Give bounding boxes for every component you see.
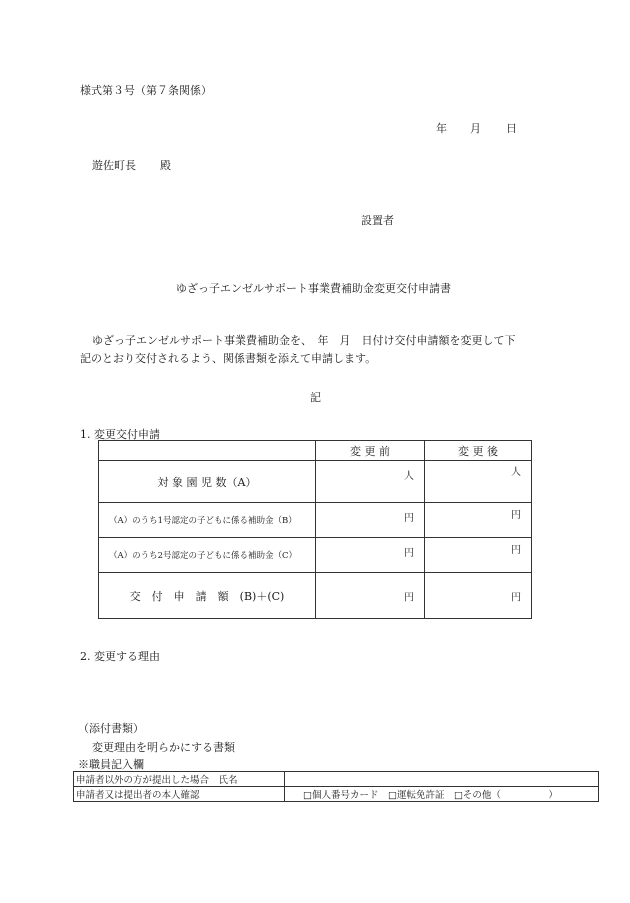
staff-row1-label xyxy=(74,772,285,787)
staff-note: ※職員記入欄 xyxy=(78,758,144,771)
table-row xyxy=(99,538,532,573)
form-number: 様式第３号（第７条関係） xyxy=(80,84,212,97)
staff-row1-value[interactable] xyxy=(285,772,599,787)
unit-before: 円 xyxy=(404,592,414,603)
value-before-cell[interactable] xyxy=(316,461,425,503)
unit-after: 円 xyxy=(511,545,521,556)
table-row xyxy=(99,503,532,538)
value-before-cell[interactable] xyxy=(316,503,425,538)
table-header-row xyxy=(99,441,532,461)
row-label-cell xyxy=(99,573,316,619)
staff-row2-value-text: □個人番号カード □運転免許証 □その他（ ） xyxy=(303,790,558,801)
staff-entry-table xyxy=(73,771,599,802)
value-after-cell[interactable] xyxy=(425,538,532,573)
body-line-2: 記のとおり交付されるよう、関係書類を添えて申請します。 xyxy=(80,352,377,365)
date-month-label: 月 xyxy=(470,122,481,135)
header-blank-cell xyxy=(99,441,316,461)
row-label: （A）のうち1号認定の子どもに係る補助金（B） xyxy=(109,516,297,526)
unit-after: 円 xyxy=(511,510,521,521)
attachments-heading: （添付書類） xyxy=(78,722,144,735)
value-before-cell[interactable] xyxy=(316,573,425,619)
row-label: （A）のうち2号認定の子どもに係る補助金（C） xyxy=(109,551,298,561)
unit-before: 円 xyxy=(404,513,414,524)
addressee-honorific: 殿 xyxy=(160,159,171,172)
table-row xyxy=(99,461,532,503)
unit-after: 人 xyxy=(511,467,521,478)
addressee-name: 遊佐町長 xyxy=(92,159,136,172)
staff-row1-label-text: 申請者以外の方が提出した場合 氏名 xyxy=(76,775,238,786)
document-title: ゆざっ子エンゼルサポート事業費補助金変更交付申請書 xyxy=(176,282,451,295)
section1-heading: 1. 変更交付申請 xyxy=(80,428,160,441)
staff-row2-label-text: 申請者又は提出者の本人確認 xyxy=(76,790,200,801)
date-year-label: 年 xyxy=(436,122,447,135)
unit-before: 円 xyxy=(404,548,414,559)
table-row xyxy=(74,772,599,787)
table-row xyxy=(99,573,532,619)
body-line-1: ゆざっ子エンゼルサポート事業費補助金を、 年 月 日付け交付申請額を変更して下 xyxy=(92,334,516,347)
row-label: 交 付 申 請 額 (B)＋(C) xyxy=(129,589,285,603)
unit-after: 円 xyxy=(511,592,521,603)
attachments-item: 変更理由を明らかにする書類 xyxy=(92,741,235,754)
staff-row2-label xyxy=(74,787,285,802)
header-after-label: 変 更 後 xyxy=(458,444,498,458)
value-after-cell[interactable] xyxy=(425,461,532,503)
applicant-label: 設置者 xyxy=(361,214,394,227)
value-after-cell[interactable] xyxy=(425,573,532,619)
staff-row2-value[interactable] xyxy=(285,787,599,802)
table-row xyxy=(74,787,599,802)
unit-before: 人 xyxy=(404,471,414,482)
section2-heading: 2. 変更する理由 xyxy=(80,650,160,663)
row-label-cell xyxy=(99,538,316,573)
header-after xyxy=(425,441,532,461)
row-label-cell xyxy=(99,461,316,503)
date-day-label: 日 xyxy=(506,122,517,135)
value-after-cell[interactable] xyxy=(425,503,532,538)
header-before-label: 変 更 前 xyxy=(350,444,391,458)
header-before xyxy=(316,441,425,461)
ki-label: 記 xyxy=(310,391,321,404)
value-before-cell[interactable] xyxy=(316,538,425,573)
row-label: 対 象 園 児 数（A） xyxy=(157,475,257,489)
change-application-table xyxy=(98,440,532,619)
row-label-cell xyxy=(99,503,316,538)
